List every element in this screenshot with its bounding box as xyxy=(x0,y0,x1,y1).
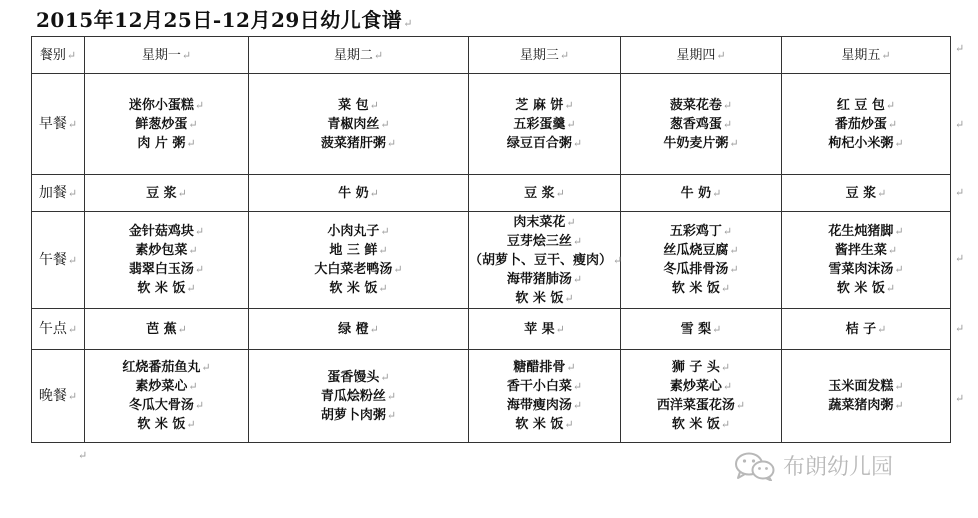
menu-cell xyxy=(469,350,621,443)
dish-line: 海带瘦肉汤↵ xyxy=(506,398,583,413)
meal-row xyxy=(32,74,951,175)
paragraph-mark: ↵ xyxy=(78,449,88,462)
dish-line: 冬瓜大骨汤↵ xyxy=(128,398,205,413)
dish-line: 丝瓜烧豆腐↵ xyxy=(663,243,739,258)
menu-cell xyxy=(469,212,621,309)
meal-label: 加餐↵ xyxy=(32,175,85,212)
header-day: 星期三↵ xyxy=(469,37,621,74)
meal-label: 早餐↵ xyxy=(32,74,85,175)
paragraph-mark: ↵ xyxy=(955,252,965,265)
menu-cell xyxy=(621,212,782,309)
page-title xyxy=(36,4,413,33)
dish-line: 红 豆 包↵ xyxy=(836,97,896,113)
menu-cell xyxy=(782,212,951,309)
dish-line: 雪菜肉沫汤↵ xyxy=(828,262,904,277)
dish-line: 玉米面发糕↵ xyxy=(828,379,904,394)
menu-cell xyxy=(782,74,951,175)
dish-line: 酱拌生菜↵ xyxy=(834,243,898,258)
header-day: 星期四↵ xyxy=(621,37,782,74)
meal-label: 午餐↵ xyxy=(32,212,85,309)
menu-cell xyxy=(249,74,469,175)
meal-row xyxy=(32,212,951,309)
dish-line: 菜 包↵ xyxy=(338,97,379,113)
dish-line: 菠菜猪肝粥↵ xyxy=(320,135,397,151)
watermark-text: 布朗幼儿园 xyxy=(783,455,894,480)
menu-cell xyxy=(249,350,469,443)
dish-line: 软 米 饭↵ xyxy=(836,281,896,296)
dish-line: 菠菜花卷↵ xyxy=(669,97,733,113)
dish-line: 芭 蕉↵ xyxy=(146,321,187,337)
dish-line: 五彩鸡丁↵ xyxy=(669,224,733,239)
dish-line: 青瓜烩粉丝↵ xyxy=(320,388,397,404)
dish-line: 芝 麻 饼↵ xyxy=(515,97,574,113)
menu-cell xyxy=(621,74,782,175)
meal-row xyxy=(32,175,951,212)
meal-row xyxy=(32,309,951,350)
dish-line: 蔬菜猪肉粥↵ xyxy=(828,398,904,413)
paragraph-mark: ↵ xyxy=(955,186,965,199)
dish-line: 软 米 饭↵ xyxy=(515,290,574,306)
menu-cell xyxy=(782,350,951,443)
dish-line: 蛋香馒头↵ xyxy=(327,369,390,385)
dish-line: 软 米 饭↵ xyxy=(329,281,388,296)
menu-cell xyxy=(469,309,621,350)
paragraph-mark: ↵ xyxy=(955,322,965,335)
dish-line: 绿豆百合粥↵ xyxy=(506,135,583,151)
dish-line: 绿 橙↵ xyxy=(338,321,379,337)
dish-line: 胡萝卜肉粥↵ xyxy=(320,407,397,423)
dish-line: 海带猪肺汤↵ xyxy=(506,271,583,287)
dish-line: 牛 奶↵ xyxy=(338,185,379,201)
dish-line: 软 米 饭↵ xyxy=(671,417,731,432)
dish-line: 牛奶麦片粥↵ xyxy=(663,135,739,151)
menu-cell xyxy=(249,175,469,212)
dish-line: 狮 子 头↵ xyxy=(671,360,731,375)
header-day: 星期五↵ xyxy=(782,37,951,74)
dish-line: 素炒菜心↵ xyxy=(135,379,198,394)
menu-cell xyxy=(621,350,782,443)
paragraph-mark: ↵ xyxy=(403,17,414,30)
menu-cell xyxy=(469,74,621,175)
header-day: 星期一↵ xyxy=(85,37,249,74)
dish-line: 豆芽烩三丝↵ xyxy=(506,233,583,249)
dish-line: 牛 奶↵ xyxy=(680,185,722,201)
title-text: 2015年12月25日-12月29日幼儿食谱 xyxy=(36,8,403,32)
paragraph-mark: ↵ xyxy=(955,118,965,131)
paragraph-mark: ↵ xyxy=(955,392,965,405)
dish-line: 雪 梨↵ xyxy=(680,321,722,337)
dish-line: 桔 子↵ xyxy=(845,321,887,337)
meal-row xyxy=(32,350,951,443)
dish-line: 青椒肉丝↵ xyxy=(327,116,390,132)
dish-line: 香干小白菜↵ xyxy=(506,379,583,394)
menu-cell xyxy=(85,74,249,175)
dish-line: 软 米 饭↵ xyxy=(137,417,196,432)
dish-line: 番茄炒蛋↵ xyxy=(834,116,898,132)
dish-line: 西洋菜蛋花汤↵ xyxy=(656,398,746,413)
dish-line: 大白菜老鸭汤↵ xyxy=(314,262,403,277)
dish-line: 冬瓜排骨汤↵ xyxy=(663,262,739,277)
dish-line: 糖醋排骨↵ xyxy=(513,360,576,375)
menu-cell xyxy=(85,175,249,212)
dish-line: 软 米 饭↵ xyxy=(671,281,731,296)
header-day: 星期二↵ xyxy=(249,37,469,74)
meal-label: 晚餐↵ xyxy=(32,350,85,443)
menu-cell xyxy=(621,175,782,212)
menu-cell xyxy=(469,175,621,212)
menu-cell xyxy=(249,212,469,309)
dish-line: 翡翠白玉汤↵ xyxy=(128,262,205,277)
dish-line: 花生炖猪脚↵ xyxy=(828,224,904,239)
dish-line: 葱香鸡蛋↵ xyxy=(669,116,733,132)
dish-line: 鲜葱炒蛋↵ xyxy=(135,116,198,132)
dish-line: 迷你小蛋糕↵ xyxy=(128,97,205,113)
dish-line: 豆 浆↵ xyxy=(845,185,887,201)
menu-cell xyxy=(85,309,249,350)
dish-line: 素炒包菜↵ xyxy=(135,243,198,258)
dish-line: 软 米 饭↵ xyxy=(515,417,574,432)
dish-line: 素炒菜心↵ xyxy=(669,379,733,394)
dish-line: （胡萝卜、豆干、瘦肉）↵ xyxy=(469,252,623,268)
dish-line: 枸杞小米粥↵ xyxy=(828,135,904,151)
menu-cell xyxy=(782,175,951,212)
paragraph-mark: ↵ xyxy=(955,42,965,55)
menu-cell xyxy=(249,309,469,350)
menu-cell xyxy=(85,350,249,443)
dish-line: 豆 浆↵ xyxy=(524,185,565,201)
dish-line: 五彩蛋羹↵ xyxy=(513,116,576,132)
meal-label: 午点↵ xyxy=(32,309,85,350)
dish-line: 地 三 鲜↵ xyxy=(329,243,388,258)
menu-cell xyxy=(621,309,782,350)
dish-line: 肉末菜花↵ xyxy=(513,214,576,230)
dish-line: 豆 浆↵ xyxy=(146,185,187,201)
dish-line: 软 米 饭↵ xyxy=(137,281,196,296)
header-row xyxy=(32,37,951,74)
dish-line: 肉 片 粥↵ xyxy=(137,135,196,151)
dish-line: 金针菇鸡块↵ xyxy=(128,224,205,239)
menu-cell xyxy=(85,212,249,309)
menu-table xyxy=(31,36,951,443)
menu-cell xyxy=(782,309,951,350)
header-corner: 餐别↵ xyxy=(32,37,85,74)
watermark xyxy=(733,450,893,481)
dish-line: 红烧番茄鱼丸↵ xyxy=(122,360,211,375)
dish-line: 小肉丸子↵ xyxy=(327,224,390,239)
dish-line: 苹 果↵ xyxy=(524,321,565,337)
wechat-icon xyxy=(733,451,777,481)
